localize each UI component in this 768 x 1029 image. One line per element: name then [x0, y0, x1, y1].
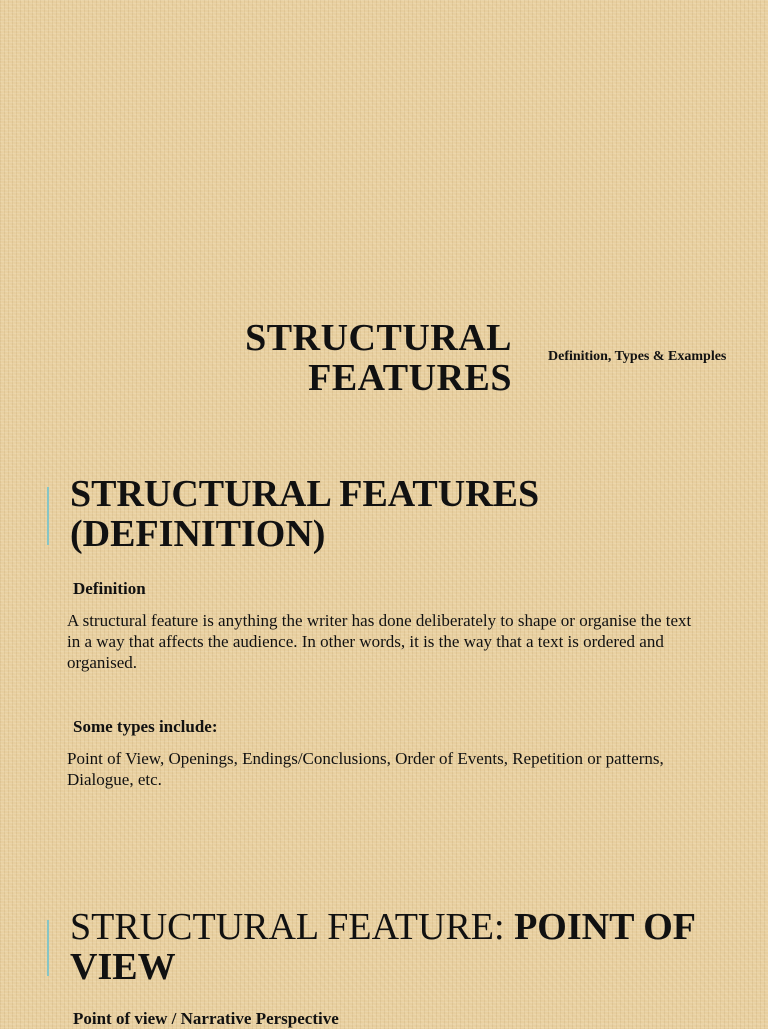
- pov-heading-prefix: STRUCTURAL FEATURE:: [70, 906, 515, 948]
- title-slide-heading: [200, 318, 512, 398]
- types-label: Some types include:: [73, 717, 218, 736]
- title-line-1: STRUCTURAL: [245, 317, 512, 359]
- title-line-2: FEATURES: [308, 357, 512, 399]
- pov-heading-emphasis: POINT OF VIEW: [70, 906, 695, 988]
- pov-subheading: Point of view / Narrative Perspective: [73, 1009, 339, 1028]
- definition-label: Definition: [73, 579, 146, 598]
- accent-bar: [47, 487, 49, 545]
- definition-slide-heading: STRUCTURAL FEATURES (DEFINITION): [70, 473, 540, 555]
- definition-paragraph: A structural feature is anything the writer has done deliberately to shape or organise the text in a way that affects the audience. In other words, it is the way that a text is ordered and organised.: [67, 611, 692, 672]
- title-slide-subtitle: Definition, Types & Examples: [548, 349, 727, 364]
- types-paragraph: Point of View, Openings, Endings/Conclusions, Order of Events, Repetition or patterns, Dialogue, etc.: [67, 749, 664, 789]
- pov-slide-heading: [70, 907, 730, 987]
- accent-bar: [47, 920, 49, 976]
